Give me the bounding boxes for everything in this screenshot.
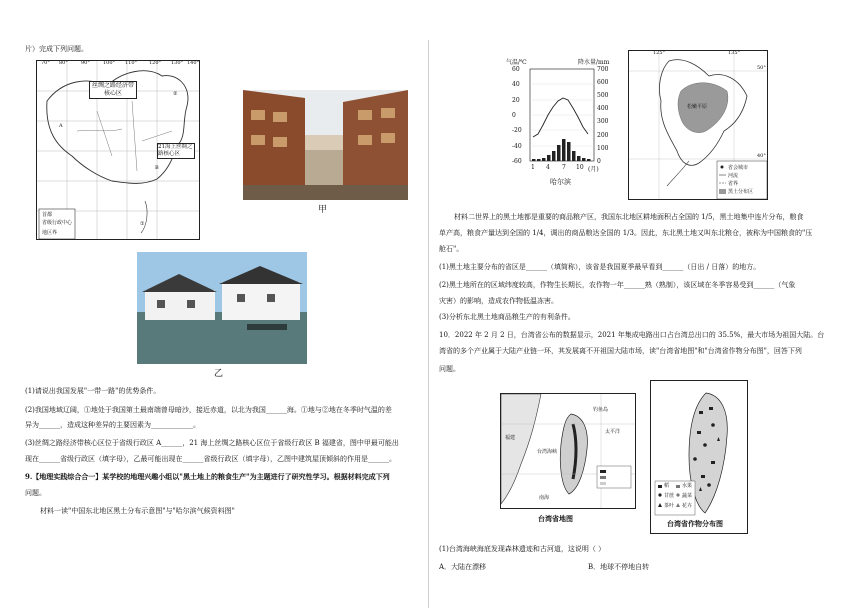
lon-135-label: 135° (728, 50, 741, 56)
nanhai-label: 南海 (539, 495, 550, 501)
material-2-line2: 单产高，粮食产量达到全国的 1/4，调出的商品粮达全国的 1/3。因此，东北黑土地又叫东北粮仓，被称为中国粮食的"压 (439, 229, 813, 237)
city-name: 哈尔滨 (550, 178, 571, 186)
lon-90-label: 90° (81, 60, 90, 66)
crop-legend-sugarcane: 甘蔗 (664, 493, 675, 499)
circle-1-marker: ① (140, 221, 145, 227)
precip-tick: 700 (597, 66, 609, 73)
taiwan-crop-map-caption: 台湾省作物分布图 (667, 519, 723, 528)
subquestion-2-line2: 灾害）的影响，造成农作物低温冻害。 (439, 297, 558, 305)
question-10-line3: 问题。 (439, 365, 460, 373)
precip-tick: 600 (597, 79, 609, 87)
question-9: 9.【地理实践综合合一】某学校的地理兴趣小组以"黑土地上的粮食生产"为主题进行了研究性学习。根据材料完成下列 (25, 472, 390, 481)
column-divider (428, 40, 429, 608)
question-1: (1)请说出我国发展"一带一路"的优势条件。 (25, 387, 161, 395)
taiwan-map (500, 393, 636, 509)
material-2-line1: 材料二世界上的黑土地都是重要的商品粮产区，我国东北地区耕地面积占全国的 1/5，黑土地集中连片分布，粮食 (454, 213, 804, 221)
crop-legend-fruit: 水果 (682, 483, 693, 489)
lon-120-label: 120° (149, 60, 162, 66)
circle-2-marker: ② (173, 91, 178, 97)
precip-axis-label: 降水量/mm (578, 59, 610, 66)
taiwan-map-caption: 台湾省地图 (538, 514, 573, 523)
fujian-label: 福建 (505, 435, 516, 441)
month-tick-4: 4 (546, 164, 550, 171)
lon-110-label: 110° (125, 60, 138, 66)
question-2-line2: 异为______，造成这种差异的主要因素为____________。 (25, 421, 200, 429)
china-map (36, 60, 200, 240)
temp-tick: -60 (512, 157, 522, 165)
material-1: 材料一读"中国东北地区黑土分布示意图"与"哈尔滨气候资料图" (40, 507, 235, 515)
question-10-line1: 10．2022 年 2 月 2 日，台湾省公布的数据显示，2021 年集成电路出口占台湾总出口的 35.5%，最大市场为祖国大陆。台 (439, 331, 825, 339)
songnen-plain-label: 松嫩平原 (687, 104, 708, 110)
harbin-climate-chart (504, 55, 629, 193)
climate-chart-svg (504, 55, 629, 193)
legend-capital-city: 省会城市 (728, 165, 749, 171)
maritime-core-label: 21海上丝绸之路核心区 (157, 143, 195, 159)
photo-jia-image (243, 90, 408, 200)
precip-tick: 100 (597, 144, 609, 152)
temp-tick: 60 (512, 66, 520, 73)
silk-road-core-label: 丝绸之路经济带核心区 (89, 81, 137, 99)
letter-b-label: B (155, 165, 159, 171)
letter-a-label: A (59, 123, 63, 129)
temp-tick: 20 (512, 96, 520, 104)
precip-tick: 0 (597, 157, 601, 165)
month-tick-1: 1 (531, 164, 535, 171)
legend-border: 地区界 (42, 230, 58, 236)
taiwan-strait-label: 台湾海峡 (537, 449, 558, 455)
legend-blacksoil: 黑土分布区 (728, 189, 754, 195)
subquestion-2-line1: (2)黑土地所在的区域纬度较高，作物生长期长，农作物一年______熟（熟制），该区域在冬季容易受到______（气象 (439, 281, 796, 289)
subquestion-1: (1)黑土地主要分布的省区是______（填简称），该省是我国夏季最早看到______（日出 / 日落）的地方。 (439, 263, 761, 271)
photo-yi (137, 252, 307, 364)
question-2-line1: (2)我国地域辽阔，①地处于我国第土最南端曾母暗沙，接近赤道，以北为我国______海。①地与②地在冬季时气温的差 (25, 406, 392, 414)
temp-tick: 40 (512, 81, 520, 89)
taiwan-crop-map-svg (651, 381, 748, 534)
crop-legend-tea: 茶叶 (664, 503, 675, 509)
temp-tick: 0 (512, 111, 516, 119)
legend-capital: 首都 (42, 212, 53, 218)
month-tick-10: 10 (576, 164, 584, 171)
question-10-line2: 湾省的多个产业属于大陆产业链一环，其发展离不开祖国大陆市场，读"台湾省地图"和"台湾省作物分布图"，回答下列 (439, 347, 802, 355)
precip-tick: 300 (597, 118, 609, 126)
precip-tick: 500 (597, 92, 609, 100)
temp-tick: -20 (512, 127, 522, 135)
option-b: B．地球不停地自转 (588, 563, 650, 571)
northeast-blacksoil-map (628, 50, 768, 200)
option-a: A．大陆在漂移 (439, 563, 487, 571)
pacific-label: 太平洋 (605, 429, 621, 435)
subquestion-3: (3)分析东北黑土地商品粮生产的有利条件。 (439, 313, 575, 321)
taiwan-crop-map (650, 380, 748, 534)
crop-legend-vegetable: 蔬菜 (682, 493, 693, 499)
month-tick-7: 7 (562, 164, 566, 171)
legend-province: 省级行政中心 (42, 220, 73, 226)
question-9-line2: 问题。 (25, 489, 46, 497)
photo-yi-image (137, 252, 307, 364)
precip-tick: 400 (597, 105, 609, 113)
lon-100-label: 100° (103, 60, 116, 66)
taiwan-map-svg (501, 394, 636, 509)
northeast-map-svg (629, 51, 768, 200)
question-3-line1: (3)丝绸之路经济带核心区位于省级行政区 A______，21 海上丝绸之路核心区位于省级行政区 B 福建省，图中甲最可能出 (25, 439, 399, 447)
photo-yi-caption: 乙 (214, 369, 224, 379)
month-unit: (月) (588, 166, 599, 173)
crop-legend-rice: 稻 (664, 483, 670, 489)
temp-axis-label: 气温/℃ (506, 59, 527, 66)
lat-40-label: 40° (757, 153, 766, 159)
intro-text: 片）完成下列问题。 (25, 45, 88, 53)
question-10-1: (1)台湾海峡海底发现森林遗迹和古河道，这说明（ ） (439, 545, 606, 553)
lon-125-label: 125° (653, 50, 666, 56)
crop-legend-flower: 花卉 (682, 503, 693, 509)
lon-130-label: 130° (171, 60, 184, 66)
diaoyu-label: 钓鱼岛 (593, 407, 609, 413)
lon-70-label: 70° (41, 60, 50, 66)
legend-river: 河流 (728, 173, 739, 179)
material-2-line3: 舱石"。 (439, 245, 464, 253)
precip-tick: 200 (597, 131, 609, 139)
lon-140-label: 140° (187, 60, 200, 66)
lon-80-label: 80° (59, 60, 68, 66)
temp-tick: -40 (512, 142, 522, 150)
photo-jia (243, 90, 408, 200)
question-3-line2: 现在______省级行政区（填字母），乙最可能出现在______省级行政区（填字母），乙图中建筑屋顶倾斜的作用是______。 (25, 455, 396, 463)
lat-50-label: 50° (757, 65, 766, 71)
legend-province-border: 省界 (728, 181, 739, 187)
photo-jia-caption: 甲 (318, 205, 328, 215)
